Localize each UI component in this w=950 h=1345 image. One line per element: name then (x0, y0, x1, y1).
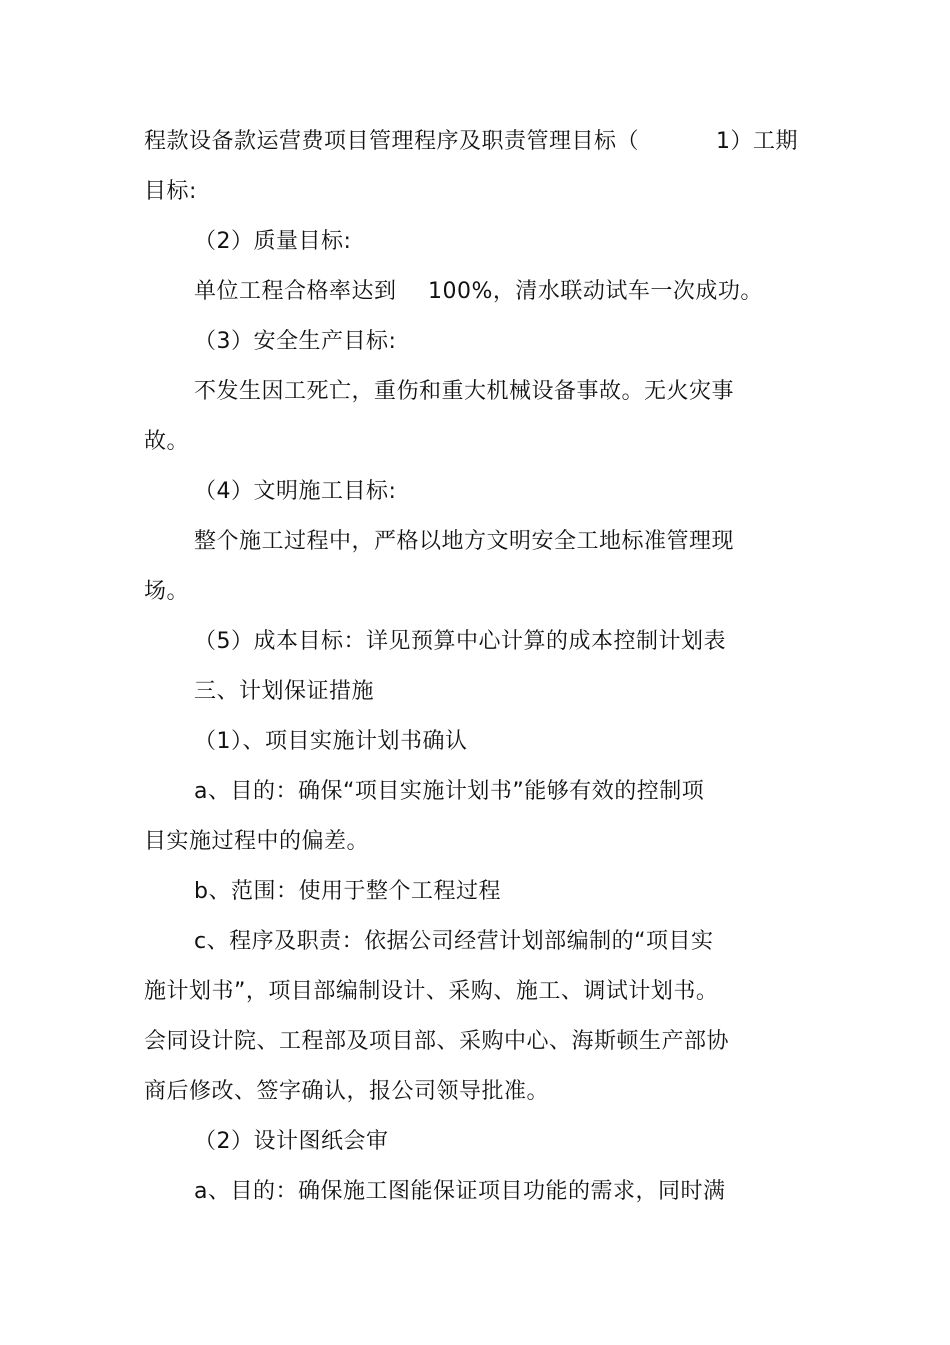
text-line: a、目的：确保施工图能保证项目功能的需求，同时满 (194, 1179, 726, 1204)
text-line: 单位工程合格率达到 (194, 279, 397, 304)
text-line: c、程序及职责：依据公司经营计划部编制的“项目实 (194, 929, 714, 954)
text-line: 施计划书”，项目部编制设计、采购、施工、调试计划书。 (144, 979, 719, 1004)
section-heading: （1）、项目实施计划书确认 (194, 729, 468, 754)
text-line: 目实施过程中的偏差。 (144, 829, 370, 854)
section-heading: 三、计划保证措施 (194, 679, 375, 704)
section-heading: （4）文明施工目标: (194, 479, 397, 504)
section-heading: （2）质量目标: (194, 229, 352, 254)
text-line: a、目的：确保“项目实施计划书”能够有效的控制项 (194, 779, 705, 804)
section-heading: （3）安全生产目标: (194, 329, 397, 354)
text-line: 目标: (144, 179, 197, 204)
text-line: 程款设备款运营费项目管理程序及职责管理目标（ (144, 129, 640, 154)
text-line: 场。 (144, 579, 190, 604)
text-line: 商后修改、签字确认，报公司领导批准。 (144, 1079, 550, 1104)
text-line: 整个施工过程中，严格以地方文明安全工地标准管理现 (194, 529, 735, 554)
section-heading: （5）成本目标：详见预算中心计算的成本控制计划表 (194, 629, 726, 654)
text-line: 1）工期 (716, 129, 798, 154)
text-line: 故。 (144, 429, 190, 454)
text-line: 会同设计院、工程部及项目部、采购中心、海斯顿生产部协 (144, 1029, 730, 1054)
text-line: 不发生因工死亡，重伤和重大机械设备事故。无火灾事 (194, 379, 735, 404)
text-line: 100%，清水联动试车一次成功。 (428, 279, 763, 304)
section-heading: （2）设计图纸会审 (194, 1129, 389, 1154)
text-line: b、范围：使用于整个工程过程 (194, 879, 501, 904)
